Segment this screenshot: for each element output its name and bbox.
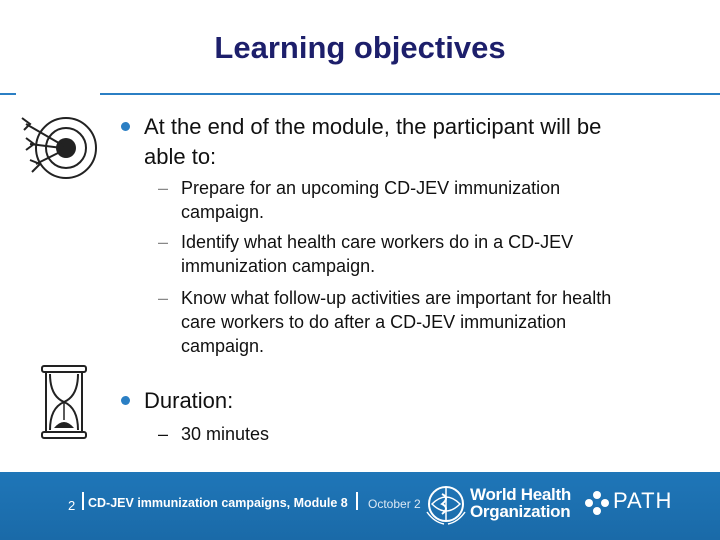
- footer-separator: [356, 492, 358, 510]
- duration-value: 30 minutes: [181, 424, 270, 444]
- target-arrows-icon: [18, 110, 102, 182]
- who-line2: Organization: [470, 502, 571, 521]
- objectives-intro-line1: At the end of the module, the participant will be: [144, 114, 602, 139]
- dash-marker: –: [158, 178, 169, 198]
- page-number: 2: [68, 498, 76, 513]
- footer-bar: [0, 472, 720, 540]
- who-logo-text: [470, 486, 571, 520]
- dash-marker: –: [158, 288, 169, 308]
- objective-item-1-line2: campaign.: [181, 202, 265, 222]
- title-divider: [100, 93, 720, 95]
- objectives-intro-line2: able to:: [144, 144, 217, 169]
- path-logo-text: PATH: [613, 488, 673, 513]
- footer-separator: [82, 492, 84, 510]
- footer-course-title: CD-JEV immunization campaigns, Module 8: [88, 496, 348, 510]
- dash-marker: –: [158, 424, 169, 444]
- objective-item-1-line1: Prepare for an upcoming CD-JEV immunization: [181, 178, 561, 198]
- who-line1: World Health: [470, 485, 571, 504]
- objective-item-2-line2: immunization campaign.: [181, 256, 376, 276]
- objective-item-3-line2: care workers to do after a CD-JEV immunization: [181, 312, 567, 332]
- bullet-duration: [121, 396, 130, 405]
- objective-item-2-line1: Identify what health care workers do in a CD-JEV: [181, 232, 574, 252]
- objective-item-3-line1: Know what follow-up activities are important for health: [181, 288, 612, 308]
- footer-date: October 2: [368, 497, 421, 511]
- hourglass-icon: [36, 362, 98, 442]
- title-divider-left: [0, 93, 16, 95]
- bullet-objectives: [121, 122, 130, 131]
- objective-item-3-line3: campaign.: [181, 336, 265, 356]
- who-emblem-icon: [424, 482, 468, 526]
- path-logo-icon: [584, 490, 610, 516]
- duration-label: Duration:: [144, 388, 234, 413]
- dash-marker: –: [158, 232, 169, 252]
- slide-title: Learning objectives: [214, 30, 506, 65]
